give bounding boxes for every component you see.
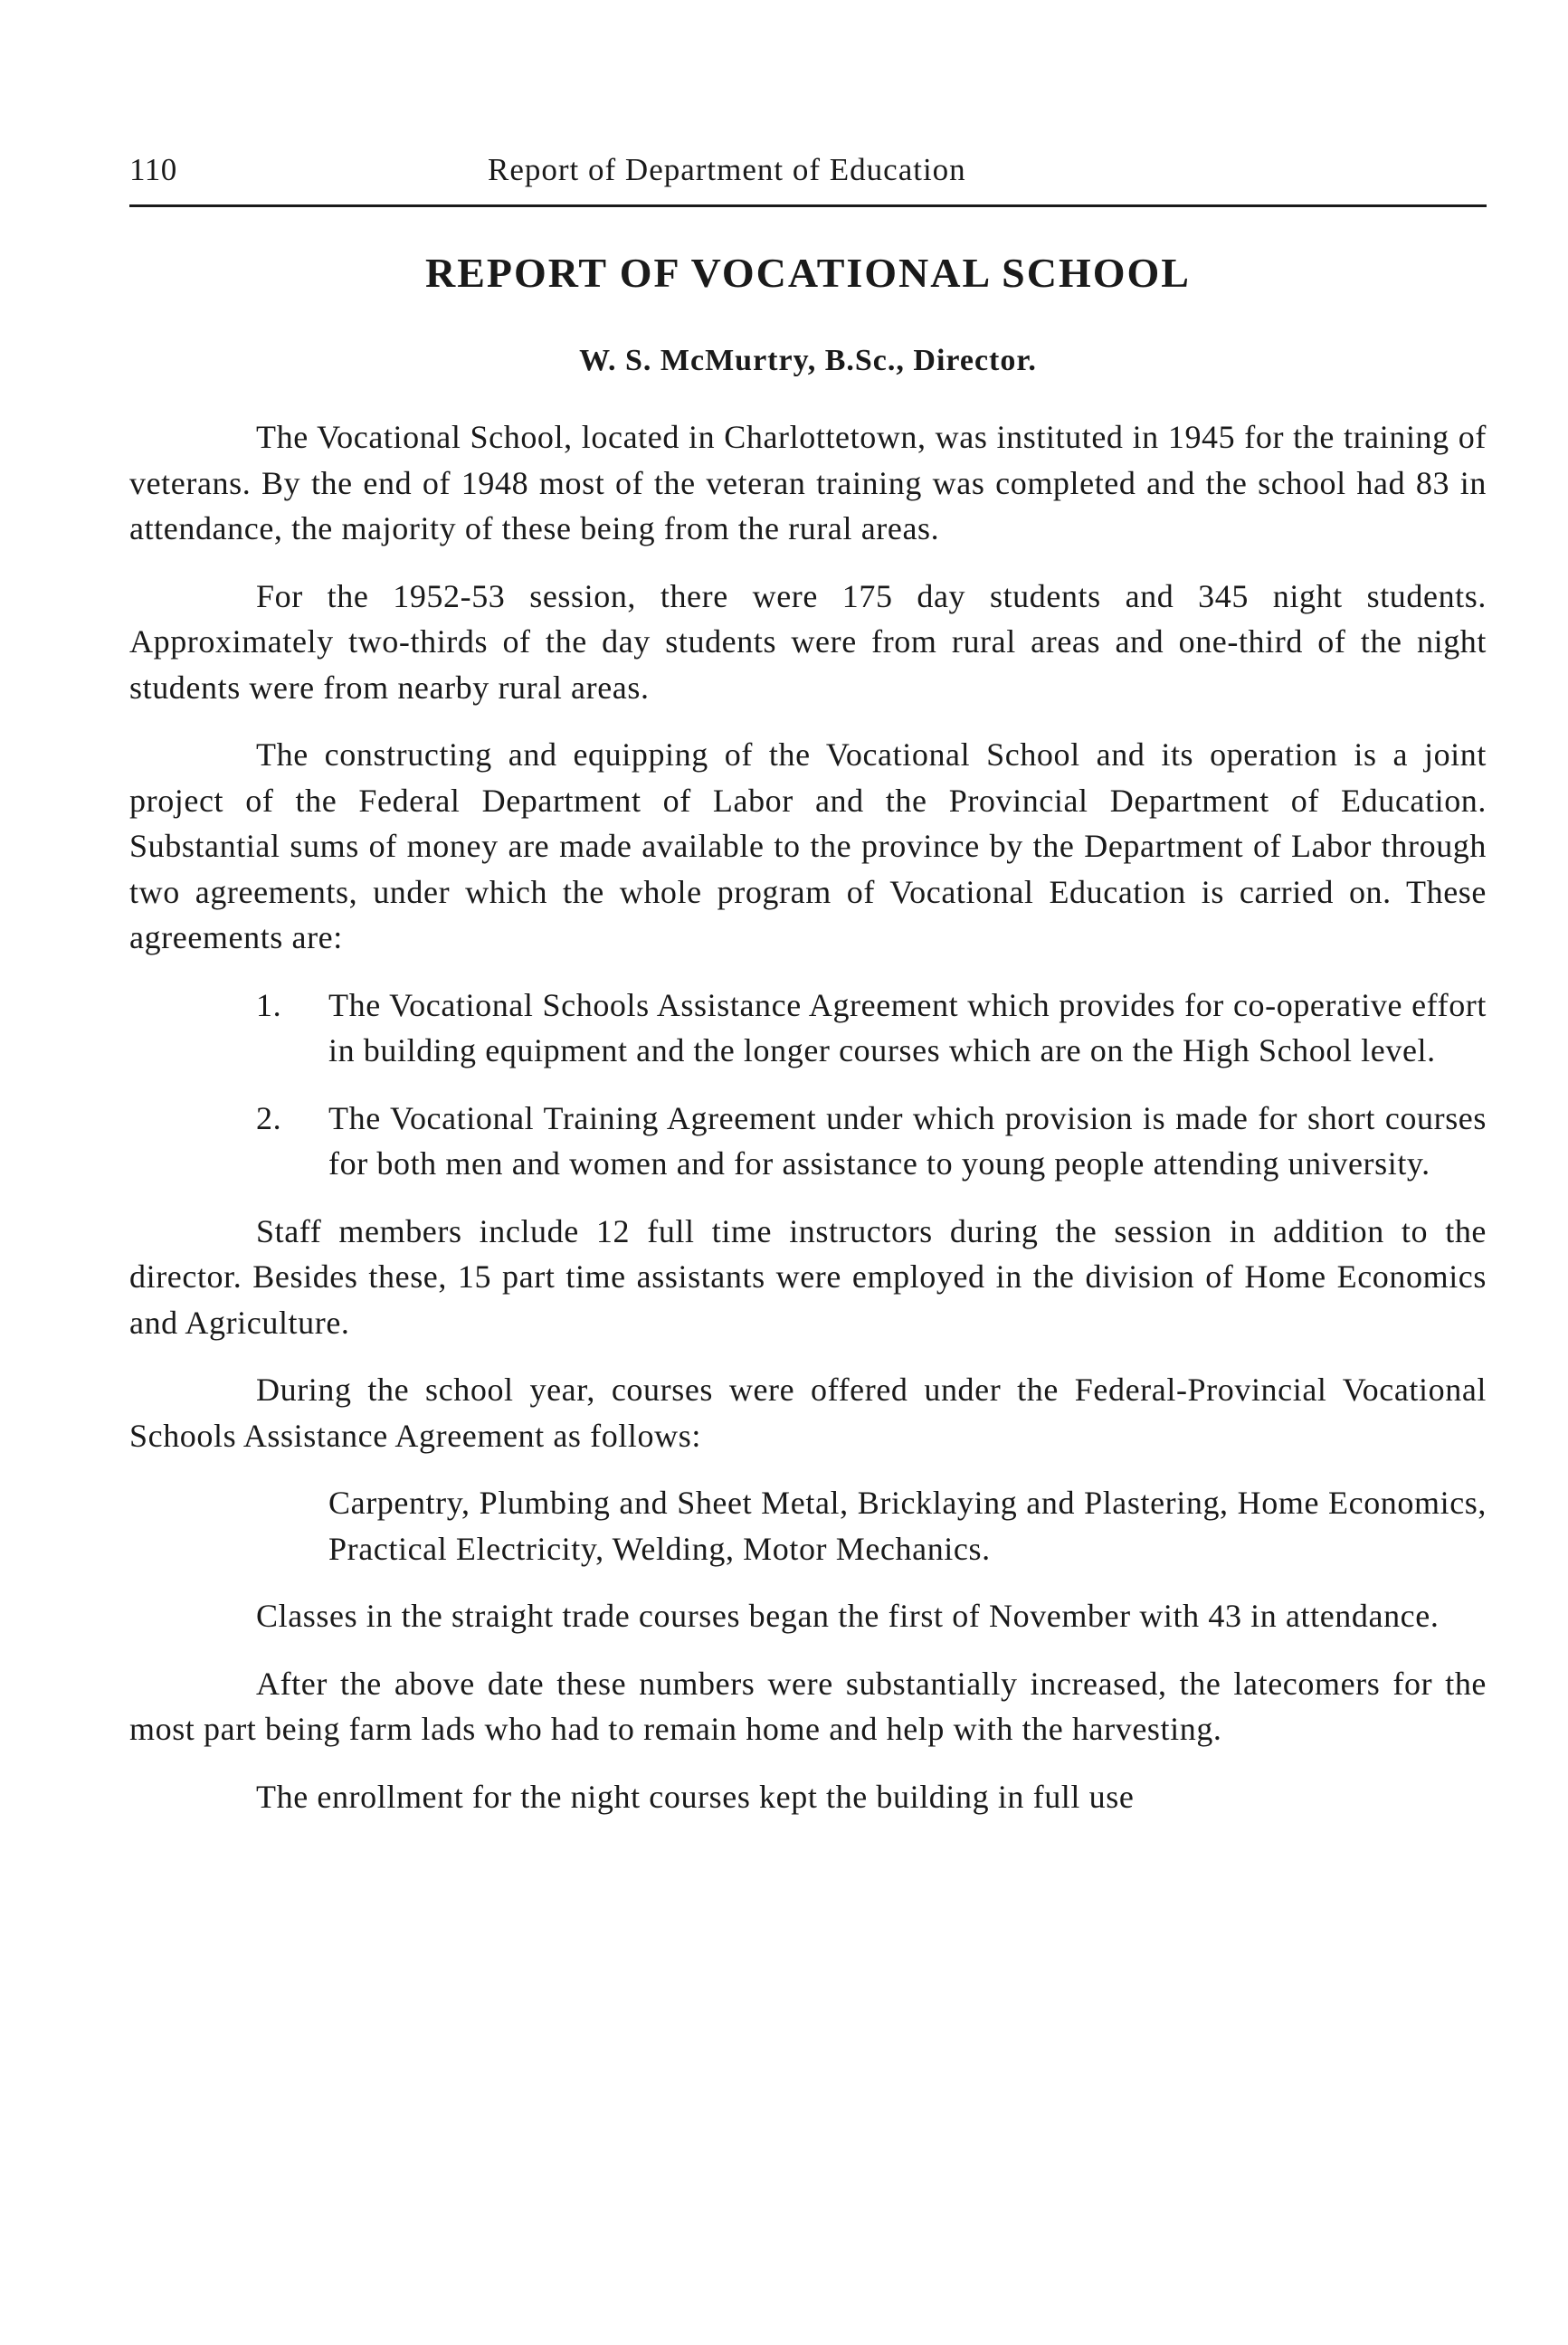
paragraph: For the 1952-53 session, there were 175 day students and 345 night students. Approximately two-thirds of the day students were from rural areas and one-third of the night students were from nearby rural areas. — [129, 577, 1487, 706]
paragraph: After the above date these numbers were substantially increased, the latecomers for the most part being farm lads who had to remain home and help with the harvesting. — [129, 1665, 1487, 1747]
page-header — [129, 152, 1487, 199]
list-text: The Vocational Training Agreement under which provision is made for short courses for both men and women and for assistance to young people attending university. — [328, 1099, 1487, 1182]
running-title: Report of Department of Education — [488, 152, 966, 187]
paragraph: The Vocational School, located in Charlottetown, was instituted in 1945 for the training of veterans. By the end of 1948 most of the veteran training was completed and the school had 83 in attendance, the majority of these being from the rural areas. — [129, 419, 1487, 546]
list-text: The Vocational Schools Assistance Agreement which provides for co-operative effort in building equipment and the longer courses which are on the High School level. — [328, 986, 1487, 1068]
paragraph: During the school year, courses were offered under the Federal-Provincial Vocational Schools Assistance Agreement as follows: — [129, 1372, 1487, 1454]
director-line: W. S. McMurtry, B.Sc., Director. — [579, 344, 1037, 377]
list-item — [129, 1096, 1487, 1187]
paragraph: Staff members include 12 full time instructors during the session in addition to the director. Besides these, 15 part time assistants were employed in the division of Home Economics and Agriculture. — [129, 1212, 1487, 1341]
paragraph: Classes in the straight trade courses began the first of November with 43 in attendance. — [256, 1598, 1440, 1634]
paragraph: The enrollment for the night courses kept the building in full use — [256, 1778, 1135, 1815]
list-number: 1. — [256, 986, 282, 1023]
paragraph: The constructing and equipping of the Vocational School and its operation is a joint project of the Federal Department of Labor and the Provincial Department of Education. Substantial sums of money are made available to the province by the Department of Labor through two agreements, under which the whole program of Vocational Education is carried on. These agreements are: — [129, 736, 1487, 955]
page-number: 110 — [129, 152, 177, 187]
header-rule — [129, 204, 1487, 207]
agreements-list — [129, 983, 1487, 1187]
list-item — [129, 983, 1487, 1074]
list-number: 2. — [256, 1099, 282, 1136]
section-title: REPORT OF VOCATIONAL SCHOOL — [425, 250, 1191, 296]
courses-block: Carpentry, Plumbing and Sheet Metal, Bricklaying and Plastering, Home Economics, Practical Electricity, Welding, Motor Mechanics. — [328, 1485, 1487, 1567]
body-text — [129, 414, 1487, 1841]
